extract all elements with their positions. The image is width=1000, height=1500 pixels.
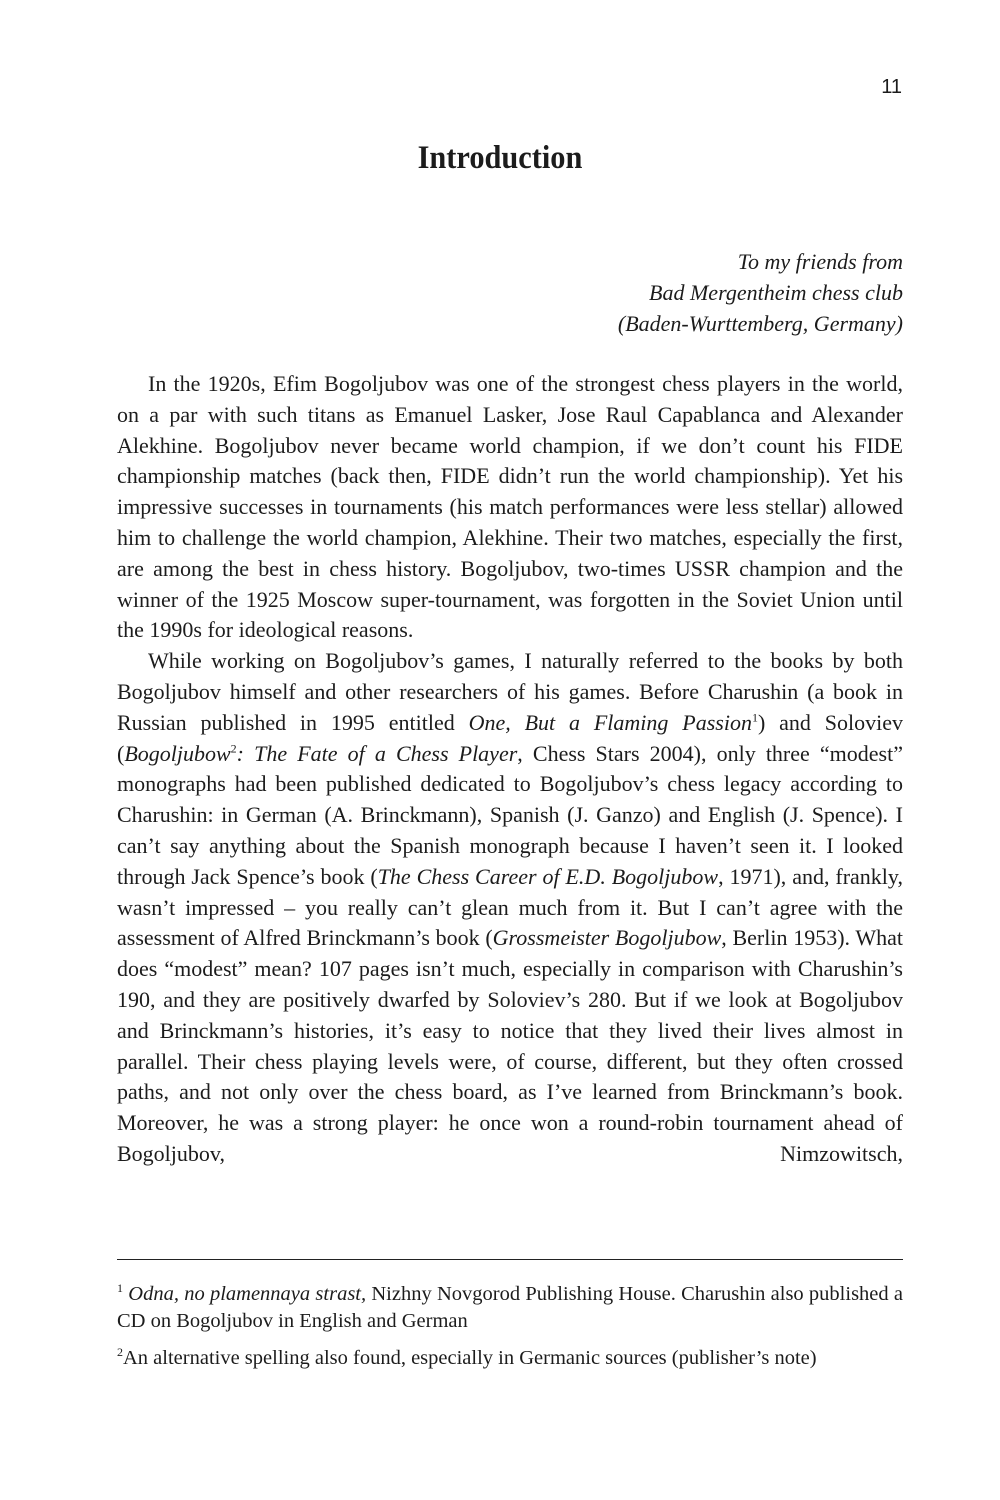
- epigraph-line: (Baden-Wurttemberg, Germany): [617, 311, 903, 336]
- body-text: [117, 369, 903, 1170]
- book-title: : The Fate of a Chess Player: [236, 740, 518, 766]
- book-title: Grossmeister Bogoljubow: [492, 925, 722, 951]
- epigraph-line: To my friends from: [737, 249, 903, 274]
- footnote-2: [117, 1345, 903, 1372]
- book-title: The Chess Career of E.D. Bogoljubow: [377, 863, 719, 889]
- footnote-italic: Odna, no plamennaya strast,: [128, 1283, 367, 1305]
- epigraph: [618, 246, 903, 339]
- footnote-divider: [117, 1259, 903, 1260]
- footnote-ref: 1: [751, 710, 758, 725]
- footnote-ref: 2: [230, 741, 237, 756]
- page-title: Introduction: [417, 140, 583, 176]
- page-number: 11: [881, 76, 902, 98]
- book-title: One, But a Flaming Passion: [468, 709, 752, 735]
- footnote-mark: 1: [117, 1281, 123, 1296]
- footnote-text: An alternative spelling also found, especially in Germanic sources (publisher’s note): [123, 1347, 817, 1369]
- footnote-1: [117, 1281, 903, 1335]
- paragraph-2: While working on Bogoljubov’s games, I naturally referred to the books by both Bogoljubov himself and other researchers of his games. Before Charushin (a book in Russian published in 1995 entitled One, But a Flaming Passion$^1$) and Soloviev (Bogoljubow$^2$: The Fate of a Chess Player, Chess Stars 2004), only three “modest” monographs had been published dedicated to Bogoljubov’s chess legacy according to Charushin: in German (A. Brinckmann), Spanish (J. Ganzo) and English (J. Spence). I can’t say anything about the Spanish monograph because I haven’t seen it. I looked through Jack Spence’s book (The Chess Career of E.D. Bogoljubow, 1971), and, frankly, wasn’t impressed – you really can’t glean much from it. But I can’t agree with the assessment of Alfred Brinckmann’s book (Grossmeister Bogoljubow, Berlin 1953). What does “modest” mean? 107 pages isn’t much, especially in comparison with Charushin’s 190, and they are positively dwarfed by Soloviev’s 280. But if we look at Bogoljubov and Brinckmann’s histories, it’s easy to notice that they lived their lives almost in parallel. Their chess playing levels were, of course, different, but they often crossed paths, and not only over the chess board, as I’ve learned from Brinckmann’s book. Moreover, he was a strong player: he once won a round-robin tournament ahead of Bogoljubov, Nimzowitsch,: [117, 648, 903, 1166]
- paragraph-1: In the 1920s, Efim Bogoljubov was one of the strongest chess players in the world, on a par with such titans as Emanuel Lasker, Jose Raul Capablanca and Alexander Alekhine. Bogoljubov never became world champion, if we don’t count his FIDE championship matches (back then, FIDE didn’t run the world championship). Yet his impressive successes in tournaments (his match performances were less stellar) allowed him to challenge the world champion, Alekhine. Their two matches, especially the first, are among the best in chess history. Bogoljubov, two-times USSR champion and the winner of the 1925 Moscow super-tournament, was forgotten in the Soviet Union until the 1990s for ideological reasons.: [117, 371, 903, 643]
- footnote-mark: 2: [117, 1345, 123, 1360]
- epigraph-line: Bad Mergentheim chess club: [649, 280, 903, 305]
- footnote-text: Nizhny Novgorod Publishing House. Charushin also published a CD on Bogoljubov in English and German: [117, 1283, 904, 1332]
- footnotes: [117, 1281, 903, 1382]
- book-title: Bogoljubow: [124, 740, 231, 766]
